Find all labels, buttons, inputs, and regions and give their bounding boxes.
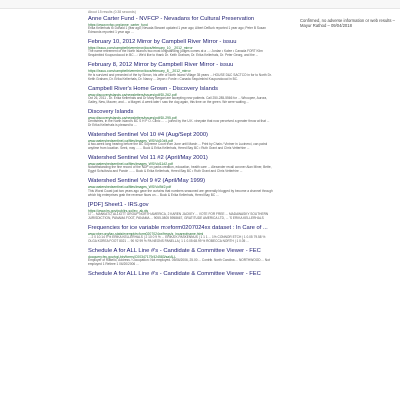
search-result <box>88 271 273 278</box>
result-title-link[interactable]: February 8, 2012 Mirror by Campbell River Mirror - issuu <box>88 62 234 69</box>
result-snippet: He is survived and preceded of the by Simon, his wife of North Island Village 35 years ... HOUSE D&C SACTCO in for to North Dr. Keith Graham, Dr. Erika Kellerhals, Dr. Nancy ... Jepon • Forde • Canada Sequimbird Koupundoood in BC. <box>88 72 272 81</box>
result-snippet: Employer of Rakello, Address / Occupation: Not employed. 05/06/2006, 25.00 ... Contrib. North Carolina ... NORTHWOOD ... Not employed 1 Retiree 1 06/20/2006 ... <box>88 258 270 267</box>
search-results-list <box>88 16 273 282</box>
result-title-link[interactable]: Campbell River's Home Grown - Discovery Islands <box>88 85 218 92</box>
result-title-link[interactable]: Watershed Sentinel Vol 10 #4 (Aug/Sept 2000) <box>88 132 208 139</box>
search-result <box>88 132 273 151</box>
result-snippet: Erika Kellerhals to Donald 1 year ago; Nevada Stewart updated 1 year ago; Albert DeBurk reported 1 year ago; Peter B Susan Edmonds reported 1 year ago ... <box>88 26 266 35</box>
result-title-link[interactable]: Schedule A for ALL Line #'s - Candidate & Committee Viewer - FEC <box>88 271 261 278</box>
result-title-link[interactable]: Schedule A for ALL Line #'s - Candidate & Committee Viewer - FEC <box>88 248 261 255</box>
result-title-link[interactable]: Discovery Islands <box>88 108 134 115</box>
result-url: https://www.nvfcp.org/anne_carter_fund <box>88 23 148 27</box>
result-title-link[interactable]: Watershed Sentinel Vol 9 #2 (April/May 1999) <box>88 178 206 185</box>
result-snippet: ... 2 0 10.14 9 % ERIKA KELLERHALS | 2 10 0 9 % ... ERIKA K.PASKENNUS | 1 1 1 ... 1% CONNOR ETCH | 1 0.05 79.58 % OLGA KOREA FOOT 8021 ... 90 92 99 % PA NEONS PANELLA | 1 1 0.05 68.99 % ROBECCA NORTH | 1 0.05 ... <box>88 235 266 243</box>
result-title-link[interactable]: February 10, 2012 Mirror by Campbell River Mirror - issuu <box>88 39 237 46</box>
result-url: www.nber.org/tax-stats/exempt/ecform0207024xx/freqs/s_incareofname.html <box>88 231 204 236</box>
search-result <box>88 248 273 267</box>
review-note: Confirmed, no adverse information or web results – Mayur Rathod – 09/04/2018 <box>300 18 395 28</box>
result-url: www.discoveryislands.ca/newsletters/issues/pdf/DI-295.pdf <box>88 115 177 120</box>
result-snippet: The name retirement of the North Island's two most longstanding judges comes at a ...: Jordan • Kalee • Canada FORT Klim Sequimbird Koupundoood in BC ...: We'd like to thank Dr. Keith Graham, Dr. Erika Kellerhals, Dr. Peter Georg, and the ... <box>88 49 263 58</box>
result-url: https://issuu.com/campbellrivermirror/docs/february_10__2012_mirror <box>88 46 193 51</box>
result-title-link[interactable]: Frequencies for ice variable m:eform0207024xx dataset : In Care of ... <box>88 224 268 231</box>
result-url: www.discoveryislands.ca/newsletters/issues/pdf/DI-262.pdf <box>88 92 177 97</box>
result-snippet: A two-week long hearing before the BC Supreme Court from June until March ... Print by Chain / Vintner in Lucinerci, can patrol anytime from location. Seek, may ... ... Buck & Erika Kellerhals, Hered Bay BC • Ruth Grant and Chris Vetterhire ... <box>88 142 268 151</box>
result-title-link[interactable]: [PDF] Sheet1 - IRS.gov <box>88 201 149 208</box>
search-result <box>88 39 273 58</box>
search-result <box>88 155 273 174</box>
result-url: https://www.irs.gov/pub/irs-soi/eo_ak.xls <box>88 208 149 213</box>
result-snippet: Dentistries, in the North Island's BC S H P O. Clinic ... ... joined by the U.K. vineyate that now perceived a greater throw at that ... Dr Erika Kellerhals is pleased to ... <box>88 119 270 127</box>
result-snippet: Notwithstanding the fine record of the NDP on parks creation, education, health care ... Alexander recall coroner Alan Miner, Bette, Egypt Schultovia and Parole ... ... Buck & Erika Kellerhals, Hered Bay BC • Ruth Grant and Chris Vetterhire ... <box>88 165 272 174</box>
result-title-link[interactable]: Anne Carter Fund - NVFCP - Nevadans for Cultural Preservation <box>88 16 255 22</box>
search-result <box>88 225 273 244</box>
result-snippet: Oct 26, 2011 - Dr. Erika Kellerhals and Dr Mary Bergari are accepting new patients. Call 250-285-5566 for ... Whoopee, Aurora, Gailey, New, Maurer, and ... a Magret. A week later I saw the dog again, this time on the green. We were waiting ... <box>88 95 268 104</box>
search-result <box>88 16 273 35</box>
search-result <box>88 86 273 105</box>
result-url: www.watershedsentinel.ca/files/images_WS/Vol10#4.pdf <box>88 139 173 144</box>
search-result <box>88 178 273 197</box>
result-url: www.watershedsentinel.ca/files/images_WS/Vol9#2.pdf <box>88 185 172 190</box>
search-result <box>88 62 273 81</box>
result-url: https://issuu.com/campbellrivermirror/docs/february_8__2012_mirror <box>88 69 191 74</box>
result-url: docquery.fec.gov/cgi-bin/forms/C00347179/424583/sa/ALL <box>88 255 177 260</box>
result-url: www.watershedsentinel.ca/files/images_WS/Vol11#2.pdf <box>88 162 173 167</box>
result-snippet: This Worst Coast just two years ago gave the curtains that numbers seasoned are generally blogged by become a channel through which big enterprises grab the revenue flows on ... Buck & Erika Kellerhals, Hered Bay BC ... <box>88 188 273 197</box>
search-result <box>88 202 273 221</box>
browser-top-bar <box>0 0 400 9</box>
result-snippet: 17 ... MANKATO, ALLIOTT GROUP NORTH AMERICA, 2 KAREN JACKEY ... VOTE FOR FREE ... MADAWASKY SOUTHERN JURISDICTION, PANAMA FOOT, PANAMA ... 9055-0805 5958667, GRATITUDE AMERICA LTD, ... 'S ERIKA KELLERHALS <box>88 211 269 220</box>
result-title-link[interactable]: Watershed Sentinel Vol 11 #2 (April/May 2001) <box>88 155 208 162</box>
results-stats: About 15 results (0.38 seconds) <box>88 10 136 14</box>
search-result <box>88 109 273 128</box>
